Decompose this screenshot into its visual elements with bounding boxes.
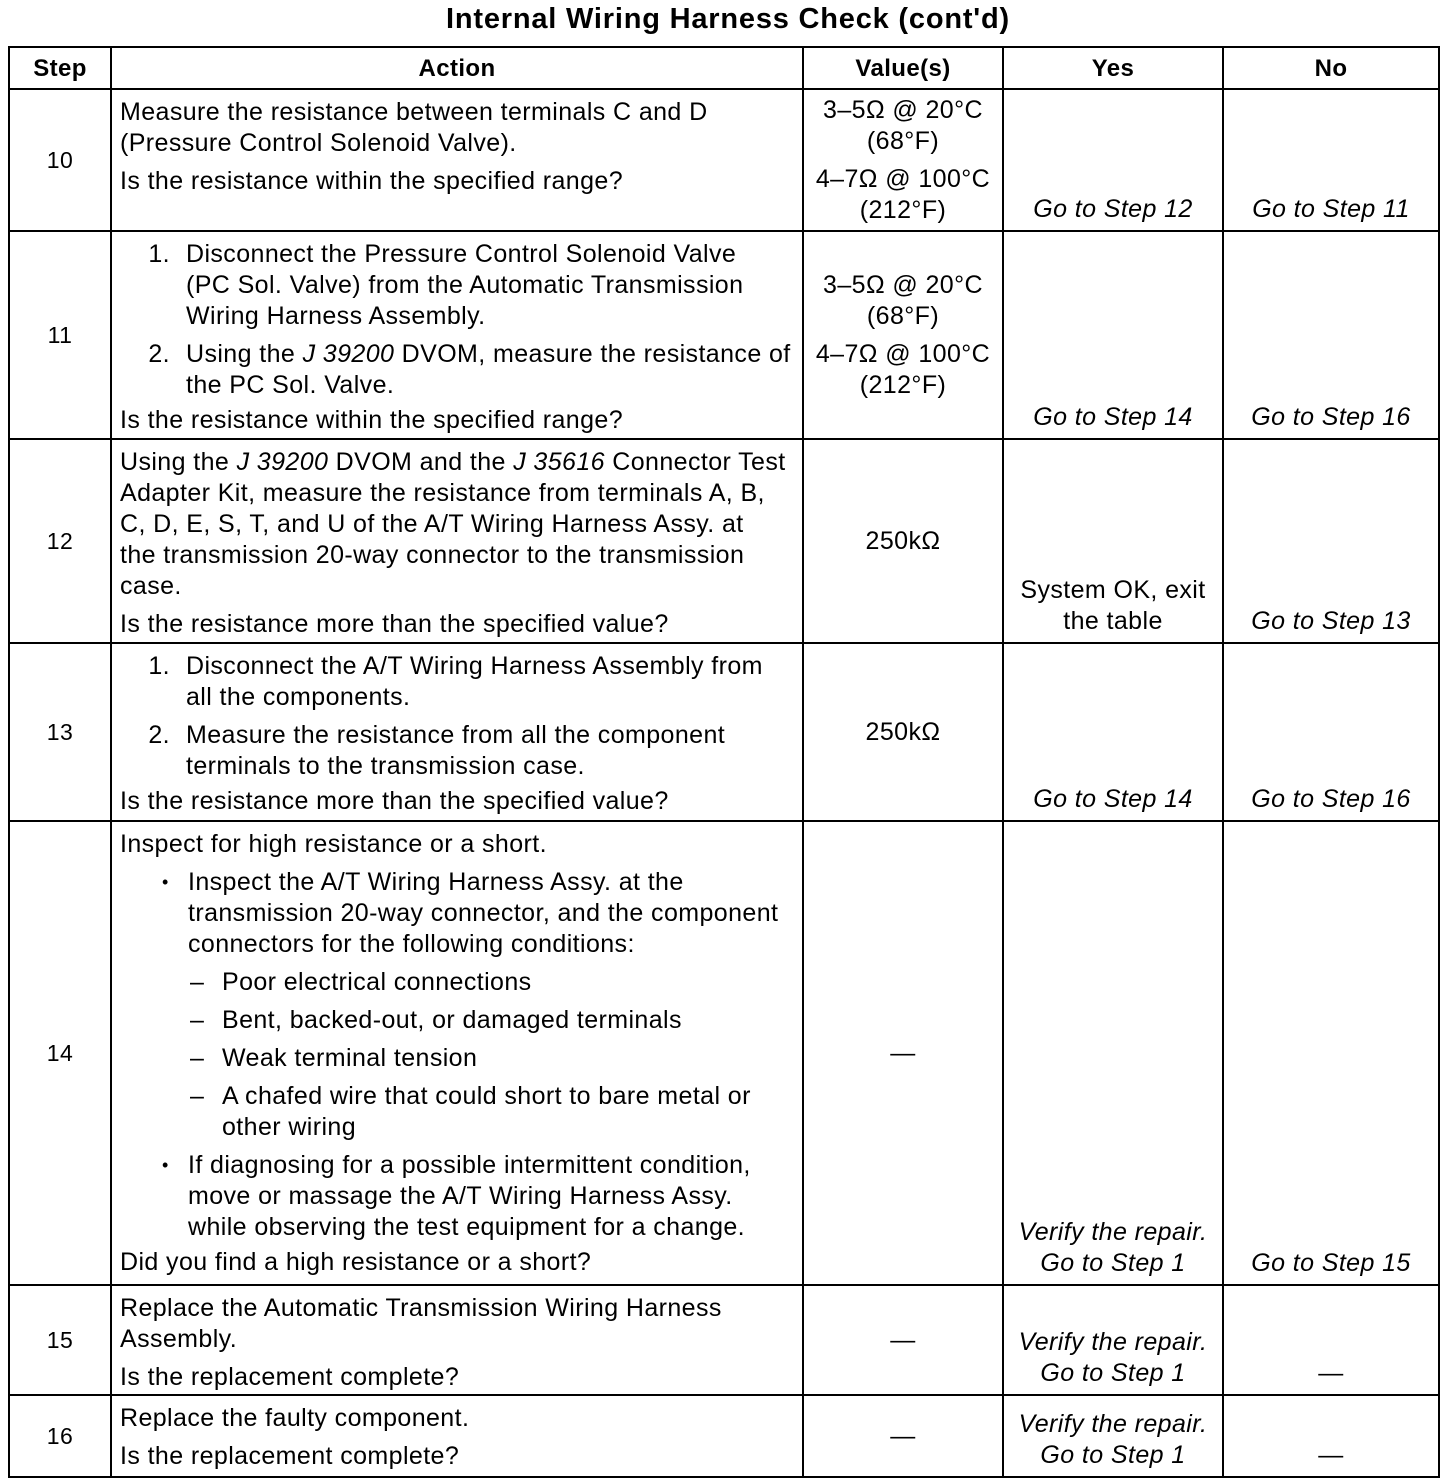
diagnostic-table bbox=[8, 46, 1440, 1478]
action-text: Using the bbox=[186, 340, 303, 368]
yes-cell bbox=[1004, 822, 1224, 1286]
yes-text: Verify the repair. bbox=[1018, 1410, 1208, 1438]
question-text: Is the replacement complete? bbox=[120, 1442, 460, 1470]
list-marker: 2. bbox=[148, 721, 170, 749]
action-cell bbox=[112, 644, 804, 822]
action-line: the PC Sol. Valve. bbox=[186, 371, 395, 399]
action-line: move or massage the A/T Wiring Harness Assy. bbox=[188, 1182, 733, 1210]
action-line: C, D, E, S, T, and U of the A/T Wiring Harness Assy. at bbox=[120, 510, 744, 538]
action-line: Replace the faulty component. bbox=[120, 1404, 470, 1432]
question-text: Is the replacement complete? bbox=[120, 1363, 460, 1391]
yes-text: Go to Step 14 bbox=[1033, 403, 1193, 431]
question-text: Is the resistance more than the specified value? bbox=[120, 787, 669, 815]
action-line: all the components. bbox=[186, 683, 411, 711]
step-number: 16 bbox=[10, 1396, 112, 1476]
yes-text: Verify the repair. bbox=[1018, 1328, 1208, 1356]
action-line: Measure the resistance from all the component bbox=[186, 721, 726, 749]
page-title: Internal Wiring Harness Check (cont'd) bbox=[446, 3, 1010, 35]
value-line: — bbox=[890, 1325, 916, 1354]
list-marker: 1. bbox=[148, 240, 170, 268]
no-text: Go to Step 16 bbox=[1251, 785, 1411, 813]
values-cell bbox=[804, 90, 1004, 232]
yes-cell bbox=[1004, 1396, 1224, 1476]
values-cell bbox=[804, 822, 1004, 1286]
list-marker: 2. bbox=[148, 340, 170, 368]
action-line: If diagnosing for a possible intermittent condition, bbox=[188, 1151, 751, 1179]
value-line: 250kΩ bbox=[865, 717, 941, 746]
bullet-marker: • bbox=[162, 1155, 169, 1175]
action-text: Using the bbox=[120, 448, 237, 476]
list-marker: 1. bbox=[148, 652, 170, 680]
dash-marker: – bbox=[190, 968, 205, 996]
no-cell bbox=[1224, 822, 1438, 1286]
step-number: 13 bbox=[10, 644, 112, 822]
value-line: 3–5Ω @ 20°C bbox=[823, 270, 983, 299]
action-line: Inspect for high resistance or a short. bbox=[120, 830, 547, 858]
header-action: Action bbox=[112, 48, 804, 90]
dash-item bbox=[120, 1081, 798, 1143]
numbered-step bbox=[120, 339, 798, 401]
numbered-step bbox=[120, 720, 798, 782]
header-yes: Yes bbox=[1004, 48, 1224, 90]
action-cell bbox=[112, 1286, 804, 1396]
action-line: Adapter Kit, measure the resistance from terminals A, B, bbox=[120, 479, 765, 507]
value-line: (68°F) bbox=[866, 126, 940, 155]
action-line: connectors for the following conditions: bbox=[188, 930, 635, 958]
action-line: (Pressure Control Solenoid Valve). bbox=[120, 129, 517, 157]
action-line: while observing the test equipment for a change. bbox=[188, 1213, 746, 1241]
dash-marker: – bbox=[190, 1082, 205, 1110]
action-line: terminals to the transmission case. bbox=[186, 752, 585, 780]
action-line: (PC Sol. Valve) from the Automatic Transmission bbox=[186, 271, 744, 299]
no-text: Go to Step 16 bbox=[1251, 403, 1411, 431]
value-line: 250kΩ bbox=[865, 526, 941, 555]
yes-text: Go to Step 12 bbox=[1033, 195, 1193, 223]
no-text: Go to Step 13 bbox=[1251, 607, 1411, 635]
step-number: 14 bbox=[10, 822, 112, 1286]
action-cell bbox=[112, 90, 804, 232]
action-line: Measure the resistance between terminals C and D bbox=[120, 98, 708, 126]
yes-text: Go to Step 1 bbox=[1040, 1249, 1186, 1277]
tool-number: J 39200 bbox=[236, 448, 329, 476]
value-line: 4–7Ω @ 100°C bbox=[815, 164, 991, 193]
value-line: — bbox=[890, 1038, 916, 1067]
bullet-item bbox=[120, 1150, 798, 1243]
question-text: Did you find a high resistance or a short? bbox=[120, 1248, 592, 1276]
no-cell bbox=[1224, 440, 1438, 644]
action-cell bbox=[112, 232, 804, 440]
value-line: (68°F) bbox=[866, 301, 940, 330]
value-line: (212°F) bbox=[859, 370, 947, 399]
action-text: DVOM, measure the resistance of bbox=[394, 340, 791, 368]
action-line: case. bbox=[120, 572, 182, 600]
dash-marker: – bbox=[190, 1006, 205, 1034]
value-line: 3–5Ω @ 20°C bbox=[823, 95, 983, 124]
yes-text: Verify the repair. bbox=[1018, 1218, 1208, 1246]
no-cell bbox=[1224, 232, 1438, 440]
action-text: Connector Test bbox=[604, 448, 786, 476]
values-cell bbox=[804, 1396, 1004, 1476]
no-text: Go to Step 15 bbox=[1251, 1249, 1411, 1277]
yes-text: Go to Step 14 bbox=[1033, 785, 1193, 813]
question-text: Is the resistance within the specified range? bbox=[120, 406, 623, 434]
bullet-marker: • bbox=[162, 872, 169, 892]
yes-cell bbox=[1004, 232, 1224, 440]
header-no: No bbox=[1224, 48, 1438, 90]
tool-number: J 35616 bbox=[513, 448, 605, 476]
action-line: Disconnect the A/T Wiring Harness Assembly from bbox=[186, 652, 763, 680]
no-cell bbox=[1224, 1396, 1438, 1476]
action-line: Bent, backed-out, or damaged terminals bbox=[222, 1006, 682, 1034]
action-line: Disconnect the Pressure Control Solenoid Valve bbox=[186, 240, 737, 268]
action-line: Inspect the A/T Wiring Harness Assy. at the bbox=[188, 868, 684, 896]
action-line: the transmission 20-way connector to the transmission bbox=[120, 541, 745, 569]
yes-cell bbox=[1004, 644, 1224, 822]
action-line: transmission 20-way connector, and the component bbox=[188, 899, 779, 927]
action-line: Assembly. bbox=[120, 1325, 238, 1353]
yes-text: Go to Step 1 bbox=[1040, 1359, 1186, 1387]
no-text: — bbox=[1318, 1441, 1344, 1469]
yes-cell bbox=[1004, 90, 1224, 232]
no-text: — bbox=[1318, 1359, 1344, 1387]
values-cell bbox=[804, 440, 1004, 644]
yes-cell bbox=[1004, 440, 1224, 644]
question-text: Is the resistance within the specified range? bbox=[120, 167, 623, 195]
dash-item bbox=[120, 1005, 798, 1036]
yes-text: System OK, exit bbox=[1020, 576, 1206, 604]
value-line: (212°F) bbox=[859, 195, 947, 224]
header-step: Step bbox=[10, 48, 112, 90]
action-line: A chafed wire that could short to bare metal or bbox=[222, 1082, 751, 1110]
numbered-step bbox=[120, 651, 798, 713]
action-cell bbox=[112, 1396, 804, 1476]
value-line: 4–7Ω @ 100°C bbox=[815, 339, 991, 368]
yes-text: the table bbox=[1063, 607, 1163, 635]
value-line: — bbox=[890, 1421, 916, 1450]
yes-text: Go to Step 1 bbox=[1040, 1441, 1186, 1469]
action-line: other wiring bbox=[222, 1113, 357, 1141]
values-cell bbox=[804, 644, 1004, 822]
action-line: Weak terminal tension bbox=[222, 1044, 478, 1072]
question-text: Is the resistance more than the specified value? bbox=[120, 610, 669, 638]
dash-item bbox=[120, 967, 798, 998]
yes-cell bbox=[1004, 1286, 1224, 1396]
dash-marker: – bbox=[190, 1044, 205, 1072]
header-values: Value(s) bbox=[804, 48, 1004, 90]
bullet-item bbox=[120, 867, 798, 960]
action-cell bbox=[112, 440, 804, 644]
values-cell bbox=[804, 1286, 1004, 1396]
numbered-step bbox=[120, 239, 798, 332]
action-line bbox=[120, 447, 798, 478]
no-cell bbox=[1224, 1286, 1438, 1396]
values-cell bbox=[804, 232, 1004, 440]
no-cell bbox=[1224, 90, 1438, 232]
action-cell bbox=[112, 822, 804, 1286]
dash-item bbox=[120, 1043, 798, 1074]
action-line bbox=[186, 339, 798, 370]
action-line: Replace the Automatic Transmission Wiring Harness bbox=[120, 1294, 722, 1322]
no-cell bbox=[1224, 644, 1438, 822]
action-line: Poor electrical connections bbox=[222, 968, 532, 996]
action-line: Wiring Harness Assembly. bbox=[186, 302, 486, 330]
tool-number: J 39200 bbox=[302, 340, 395, 368]
step-number: 10 bbox=[10, 90, 112, 232]
action-text: DVOM and the bbox=[328, 448, 514, 476]
step-number: 15 bbox=[10, 1286, 112, 1396]
no-text: Go to Step 11 bbox=[1252, 195, 1410, 223]
step-number: 12 bbox=[10, 440, 112, 644]
step-number: 11 bbox=[10, 232, 112, 440]
